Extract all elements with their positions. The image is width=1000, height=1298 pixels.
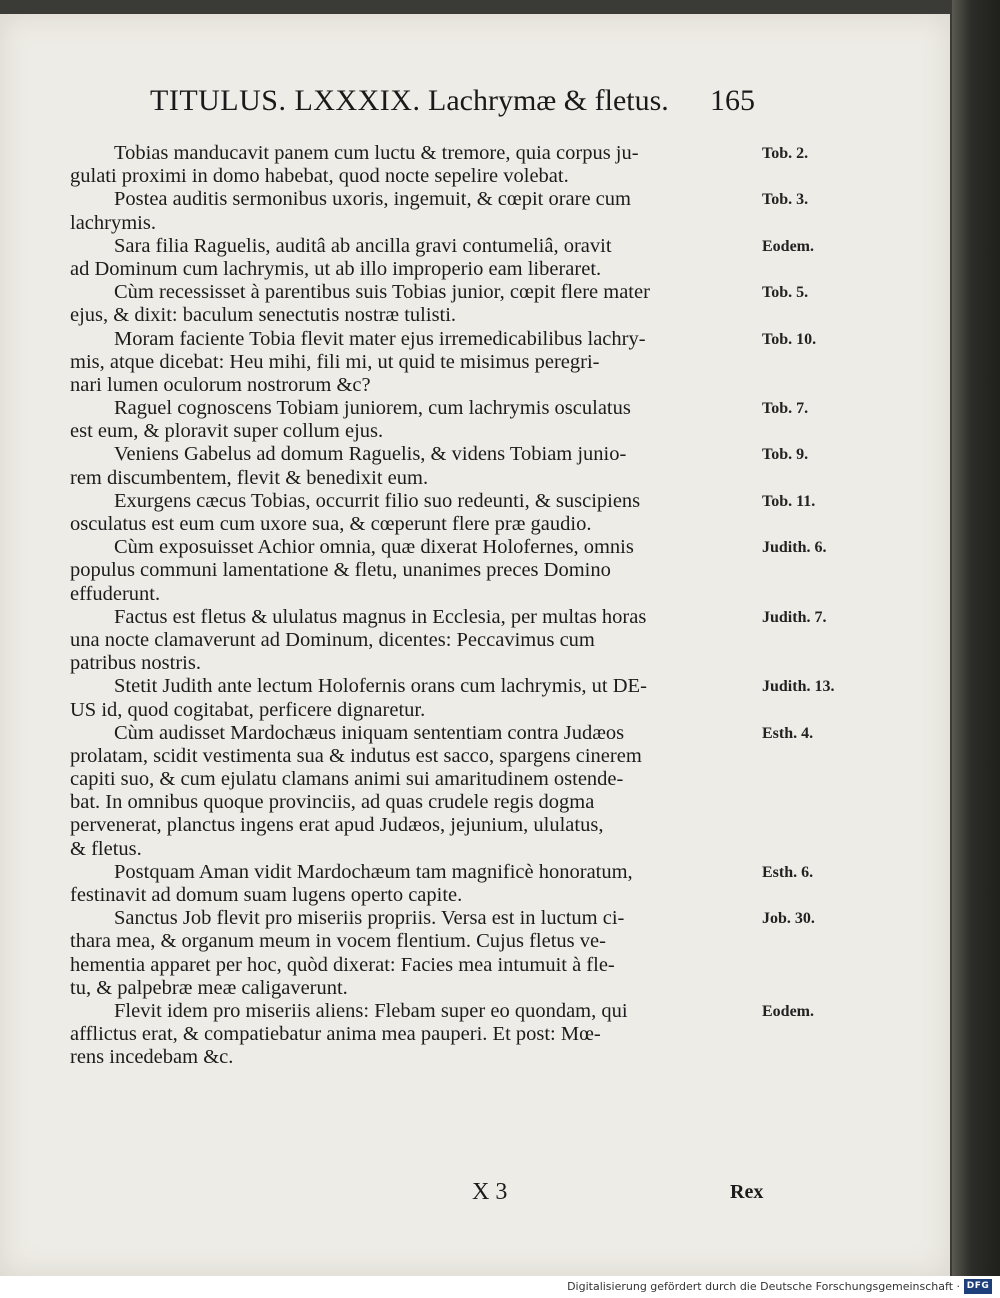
marginal-reference: Tob. 10. (762, 330, 817, 348)
line-text: effuderunt. (70, 582, 161, 605)
line-text: nari lumen oculorum nostrorum &c? (70, 373, 371, 396)
line-text: Stetit Judith ante lectum Holofernis orans cum lachrymis, ut DE- (114, 675, 647, 698)
marginal-reference: Tob. 11. (762, 492, 816, 510)
marginal-reference: Tob. 7. (762, 400, 809, 418)
text-line (70, 954, 900, 977)
marginal-reference: Job. 30. (762, 910, 815, 928)
line-text: Raguel cognoscens Tobiam juniorem, cum lachrymis osculatus (114, 397, 631, 420)
text-line (70, 328, 900, 351)
line-text: Cùm exposuisset Achior omnia, quæ dixerat Holofernes, omnis (114, 536, 634, 559)
text-line (70, 536, 900, 559)
line-text: tu, & palpebræ meæ caligaverunt. (70, 976, 348, 999)
line-text: gulati proximi in domo habebat, quod nocte sepelire volebat. (70, 165, 569, 188)
running-head-title: TITULUS. LXXXIX. (150, 84, 421, 117)
text-line (70, 513, 900, 536)
line-text: capiti suo, & cum ejulatu clamans animi sui amaritudinem ostende- (70, 768, 624, 791)
footer-bar (0, 1276, 1000, 1298)
text-line (70, 397, 900, 420)
text-line (70, 235, 900, 258)
line-text: Veniens Gabelus ad domum Raguelis, & videns Tobiam junio- (114, 443, 627, 466)
line-text: populus communi lamentatione & fletu, unanimes preces Domino (70, 559, 611, 582)
line-text: Factus est fletus & ululatus magnus in Ecclesia, per multas horas (114, 605, 647, 628)
text-line (70, 838, 900, 861)
catchword: Rex (730, 1181, 764, 1203)
line-text: Cùm recessisset à parentibus suis Tobias junior, cœpit flere mater (114, 281, 650, 304)
line-text: pervenerat, planctus ingens erat apud Judæos, jejunium, ululatus, (70, 814, 604, 837)
line-text: osculatus est eum cum uxore sua, & cœperunt flere præ gaudio. (70, 513, 592, 535)
text-line (70, 1000, 900, 1023)
marginal-reference: Tob. 3. (762, 191, 809, 209)
text-line (70, 745, 900, 768)
line-text: Moram faciente Tobia flevit mater ejus irremedicabilibus lachry- (114, 327, 646, 350)
text-line (70, 606, 900, 629)
text-line (70, 188, 900, 211)
line-text: mis, atque dicebat: Heu mihi, fili mi, ut quid te misimus peregri- (70, 350, 600, 373)
page-number: 165 (710, 84, 755, 117)
text-line (70, 791, 900, 814)
marginal-reference: Tob. 2. (762, 145, 809, 162)
marginal-reference: Esth. 6. (762, 863, 814, 881)
marginal-reference: Judith. 6. (762, 539, 827, 557)
book-page (0, 14, 950, 1276)
line-text: rem discumbentem, flevit & benedixit eum. (70, 466, 429, 489)
marginal-reference: Judith. 7. (762, 608, 827, 626)
text-line (70, 467, 900, 490)
book-binding-edge (952, 0, 1000, 1276)
text-line (70, 165, 900, 188)
text-line (70, 559, 900, 582)
signature-mark: X 3 (472, 1179, 508, 1205)
line-text: & fletus. (70, 837, 142, 860)
line-text: festinavit ad domum suam lugens operto capite. (70, 884, 463, 906)
text-line (70, 420, 900, 443)
line-text: Flevit idem pro miseriis aliens: Flebam super eo quondam, qui (114, 999, 628, 1022)
text-line (70, 768, 900, 791)
text-line (70, 629, 900, 652)
running-head-subject: Lachrymæ & fletus. (428, 84, 669, 117)
line-text: patribus nostris. (70, 652, 201, 675)
marginal-reference: Judith. 13. (762, 678, 835, 696)
line-text: afflictus erat, & compatiebatur anima mea pauperi. Et post: Mœ- (70, 1023, 601, 1046)
text-line (70, 907, 900, 930)
marginal-reference: Eodem. (762, 237, 814, 255)
text-line (70, 675, 900, 698)
text-line (70, 212, 900, 235)
line-text: ad Dominum cum lachrymis, ut ab illo improperio eam liberaret. (70, 257, 602, 280)
text-line (70, 699, 900, 722)
text-line (70, 142, 900, 165)
catchwords-line (70, 1179, 900, 1209)
marginal-reference: Esth. 4. (762, 724, 814, 742)
line-text: lachrymis. (70, 211, 156, 234)
text-line (70, 258, 900, 281)
line-text: thara mea, & organum meum in vocem flentium. Cujus fletus ve- (70, 930, 606, 953)
text-line (70, 930, 900, 953)
text-line (70, 722, 900, 745)
text-line (70, 861, 900, 884)
line-text: Sara filia Raguelis, auditâ ab ancilla gravi contumeliâ, oravit (114, 234, 612, 257)
line-text: Postquam Aman vidit Mardochæum tam magnificè honoratum, (114, 860, 633, 883)
line-text: una nocte clamaverunt ad Dominum, dicentes: Peccavimus cum (70, 628, 595, 651)
text-line (70, 583, 900, 606)
text-line (70, 1023, 900, 1046)
line-text: US id, quod cogitabat, perficere dignaretur. (70, 698, 426, 721)
text-line (70, 443, 900, 466)
dfg-logo: DFG (964, 1279, 992, 1294)
text-line (70, 351, 900, 374)
running-head (150, 84, 770, 128)
line-text: rens incedebam &c. (70, 1046, 234, 1069)
text-line (70, 281, 900, 304)
text-line (70, 652, 900, 675)
line-text: hementia apparet per hoc, quòd dixerat: Facies mea intumuit à fle- (70, 953, 615, 976)
line-text: est eum, & ploravit super collum ejus. (70, 420, 384, 443)
line-text: Exurgens cæcus Tobias, occurrit filio suo redeunti, & suscipiens (114, 489, 641, 512)
text-line (70, 884, 900, 907)
footer-credit: Digitalisierung gefördert durch die Deutsche Forschungsgemeinschaft · (567, 1280, 960, 1293)
text-line (70, 304, 900, 327)
text-line (70, 490, 900, 513)
text-line (70, 1046, 900, 1069)
text-line (70, 977, 900, 1000)
line-text: Postea auditis sermonibus uxoris, ingemuit, & cœpit orare cum (114, 188, 631, 211)
body-text (70, 142, 900, 1070)
marginal-reference: Eodem. (762, 1002, 814, 1020)
line-text: ejus, & dixit: baculum senectutis nostræ tulisti. (70, 304, 457, 327)
line-text: bat. In omnibus quoque provinciis, ad quas crudele regis dogma (70, 791, 595, 814)
line-text: Tobias manducavit panem cum luctu & tremore, quia corpus ju- (114, 142, 639, 164)
marginal-reference: Tob. 9. (762, 446, 809, 464)
marginal-reference: Tob. 5. (762, 284, 809, 302)
text-line (70, 814, 900, 837)
line-text: prolatam, scidit vestimenta sua & indutus est sacco, spargens cinerem (70, 744, 642, 767)
line-text: Cùm audisset Mardochæus iniquam sententiam contra Judæos (114, 721, 625, 744)
line-text: Sanctus Job flevit pro miseriis propriis. Versa est in luctum ci- (114, 907, 625, 930)
text-line (70, 374, 900, 397)
